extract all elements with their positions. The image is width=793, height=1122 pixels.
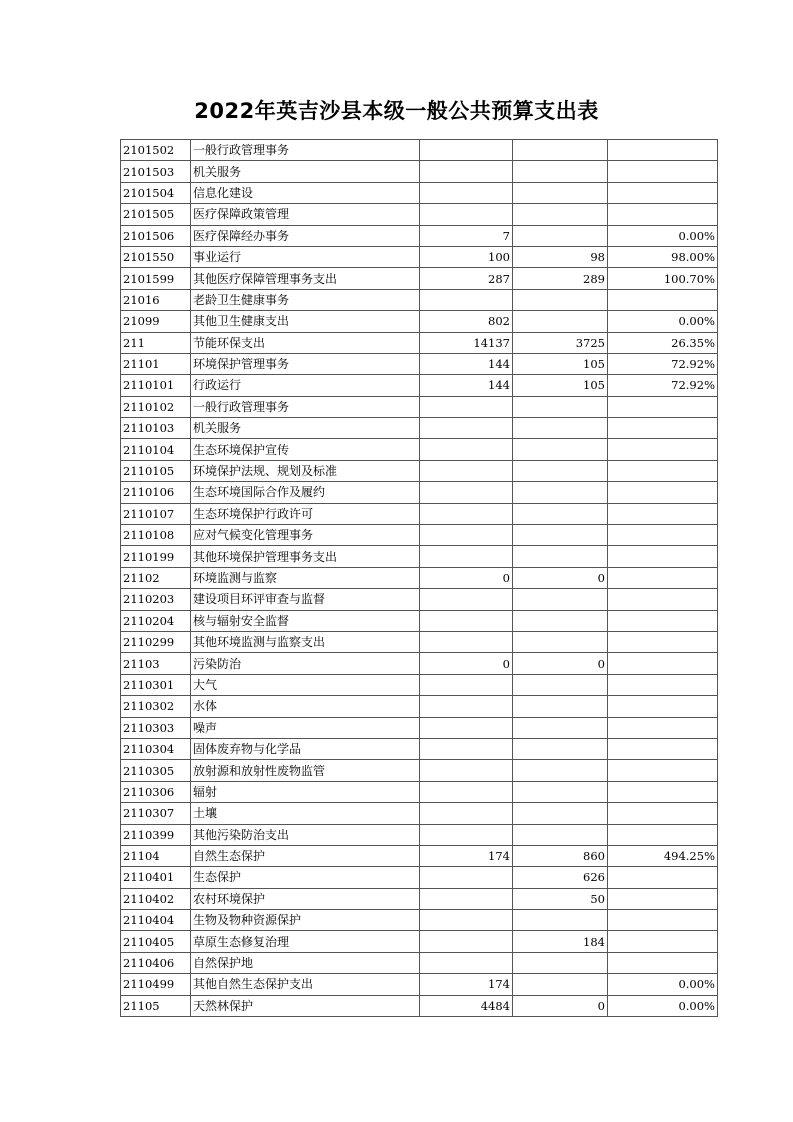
row-name: 自然生态保护 bbox=[191, 845, 420, 866]
row-budget-value bbox=[420, 140, 513, 161]
row-name: 机关服务 bbox=[191, 418, 420, 439]
row-percent bbox=[608, 589, 718, 610]
table-row bbox=[121, 995, 718, 1016]
row-code: 21099 bbox=[121, 311, 191, 332]
row-code: 2101550 bbox=[121, 246, 191, 267]
row-percent bbox=[608, 610, 718, 631]
row-name: 一般行政管理事务 bbox=[191, 396, 420, 417]
row-budget-value bbox=[420, 610, 513, 631]
row-name: 建设项目环评审查与监督 bbox=[191, 589, 420, 610]
row-percent bbox=[608, 546, 718, 567]
row-actual-value bbox=[513, 525, 608, 546]
table-row bbox=[121, 182, 718, 203]
row-code: 2101506 bbox=[121, 225, 191, 246]
row-actual-value: 50 bbox=[513, 888, 608, 909]
row-name: 草原生态修复治理 bbox=[191, 931, 420, 952]
row-code: 2110305 bbox=[121, 760, 191, 781]
row-actual-value: 98 bbox=[513, 246, 608, 267]
row-code: 21104 bbox=[121, 845, 191, 866]
table-row bbox=[121, 375, 718, 396]
row-budget-value bbox=[420, 867, 513, 888]
row-name: 水体 bbox=[191, 696, 420, 717]
row-budget-value: 100 bbox=[420, 246, 513, 267]
row-code: 21101 bbox=[121, 353, 191, 374]
row-budget-value: 287 bbox=[420, 268, 513, 289]
row-actual-value: 289 bbox=[513, 268, 608, 289]
row-budget-value bbox=[420, 803, 513, 824]
row-name: 自然保护地 bbox=[191, 952, 420, 973]
row-budget-value: 0 bbox=[420, 567, 513, 588]
row-percent bbox=[608, 631, 718, 652]
row-code: 2110102 bbox=[121, 396, 191, 417]
row-code: 2110301 bbox=[121, 674, 191, 695]
row-name: 其他环境监测与监察支出 bbox=[191, 631, 420, 652]
table-row bbox=[121, 674, 718, 695]
table-row bbox=[121, 653, 718, 674]
row-percent bbox=[608, 781, 718, 802]
row-name: 其他医疗保障管理事务支出 bbox=[191, 268, 420, 289]
row-percent bbox=[608, 717, 718, 738]
row-code: 21103 bbox=[121, 653, 191, 674]
row-budget-value bbox=[420, 888, 513, 909]
table-row bbox=[121, 888, 718, 909]
row-code: 2110404 bbox=[121, 910, 191, 931]
row-percent bbox=[608, 418, 718, 439]
row-actual-value bbox=[513, 161, 608, 182]
row-actual-value bbox=[513, 289, 608, 310]
row-percent bbox=[608, 931, 718, 952]
table-row bbox=[121, 289, 718, 310]
table-row bbox=[121, 204, 718, 225]
table-row bbox=[121, 546, 718, 567]
row-budget-value bbox=[420, 931, 513, 952]
row-actual-value bbox=[513, 182, 608, 203]
row-name: 环境保护法规、规划及标准 bbox=[191, 460, 420, 481]
row-code: 2101599 bbox=[121, 268, 191, 289]
row-name: 一般行政管理事务 bbox=[191, 140, 420, 161]
row-name: 信息化建设 bbox=[191, 182, 420, 203]
table-row bbox=[121, 931, 718, 952]
row-code: 2110107 bbox=[121, 503, 191, 524]
row-budget-value: 174 bbox=[420, 974, 513, 995]
table-row bbox=[121, 140, 718, 161]
table-row bbox=[121, 246, 718, 267]
row-percent bbox=[608, 888, 718, 909]
row-budget-value bbox=[420, 824, 513, 845]
row-name: 放射源和放射性废物监管 bbox=[191, 760, 420, 781]
row-code: 2110105 bbox=[121, 460, 191, 481]
row-code: 2110399 bbox=[121, 824, 191, 845]
row-percent: 0.00% bbox=[608, 995, 718, 1016]
row-code: 2101503 bbox=[121, 161, 191, 182]
row-percent bbox=[608, 696, 718, 717]
row-code: 2110302 bbox=[121, 696, 191, 717]
row-actual-value bbox=[513, 589, 608, 610]
row-percent bbox=[608, 567, 718, 588]
row-code: 2110104 bbox=[121, 439, 191, 460]
row-actual-value: 3725 bbox=[513, 332, 608, 353]
row-name: 固体废弃物与化学品 bbox=[191, 738, 420, 759]
table-row bbox=[121, 717, 718, 738]
table-row bbox=[121, 738, 718, 759]
row-actual-value: 626 bbox=[513, 867, 608, 888]
row-name: 事业运行 bbox=[191, 246, 420, 267]
row-percent: 72.92% bbox=[608, 375, 718, 396]
row-code: 21016 bbox=[121, 289, 191, 310]
row-budget-value: 14137 bbox=[420, 332, 513, 353]
row-actual-value bbox=[513, 674, 608, 695]
row-code: 2110306 bbox=[121, 781, 191, 802]
row-budget-value bbox=[420, 781, 513, 802]
row-code: 21105 bbox=[121, 995, 191, 1016]
row-name: 生态环境保护行政许可 bbox=[191, 503, 420, 524]
row-name: 核与辐射安全监督 bbox=[191, 610, 420, 631]
row-name: 噪声 bbox=[191, 717, 420, 738]
row-name: 应对气候变化管理事务 bbox=[191, 525, 420, 546]
row-budget-value bbox=[420, 738, 513, 759]
row-name: 污染防治 bbox=[191, 653, 420, 674]
row-name: 环境监测与监察 bbox=[191, 567, 420, 588]
row-actual-value bbox=[513, 781, 608, 802]
row-actual-value: 860 bbox=[513, 845, 608, 866]
row-budget-value bbox=[420, 760, 513, 781]
row-percent bbox=[608, 439, 718, 460]
row-percent bbox=[608, 738, 718, 759]
table-row bbox=[121, 503, 718, 524]
row-actual-value bbox=[513, 503, 608, 524]
row-name: 医疗保障政策管理 bbox=[191, 204, 420, 225]
row-budget-value bbox=[420, 674, 513, 695]
row-actual-value: 0 bbox=[513, 567, 608, 588]
table-row bbox=[121, 311, 718, 332]
row-budget-value bbox=[420, 546, 513, 567]
row-budget-value bbox=[420, 289, 513, 310]
row-code: 2110307 bbox=[121, 803, 191, 824]
row-budget-value: 802 bbox=[420, 311, 513, 332]
row-name: 机关服务 bbox=[191, 161, 420, 182]
row-budget-value bbox=[420, 418, 513, 439]
row-code: 2110106 bbox=[121, 482, 191, 503]
table-row bbox=[121, 225, 718, 246]
row-percent: 0.00% bbox=[608, 225, 718, 246]
row-actual-value bbox=[513, 482, 608, 503]
row-actual-value bbox=[513, 610, 608, 631]
row-budget-value: 7 bbox=[420, 225, 513, 246]
row-percent bbox=[608, 760, 718, 781]
row-name: 老龄卫生健康事务 bbox=[191, 289, 420, 310]
row-actual-value bbox=[513, 140, 608, 161]
table-row bbox=[121, 803, 718, 824]
row-actual-value bbox=[513, 910, 608, 931]
table-row bbox=[121, 353, 718, 374]
budget-table bbox=[120, 139, 718, 1017]
table-row bbox=[121, 589, 718, 610]
row-name: 其他污染防治支出 bbox=[191, 824, 420, 845]
table-row bbox=[121, 396, 718, 417]
row-name: 生态保护 bbox=[191, 867, 420, 888]
table-row bbox=[121, 460, 718, 481]
row-actual-value bbox=[513, 460, 608, 481]
table-row bbox=[121, 845, 718, 866]
table-row bbox=[121, 268, 718, 289]
row-name: 生态环境国际合作及履约 bbox=[191, 482, 420, 503]
row-budget-value: 174 bbox=[420, 845, 513, 866]
row-budget-value bbox=[420, 439, 513, 460]
row-actual-value bbox=[513, 696, 608, 717]
row-budget-value: 0 bbox=[420, 653, 513, 674]
row-budget-value bbox=[420, 482, 513, 503]
row-actual-value: 0 bbox=[513, 995, 608, 1016]
row-percent bbox=[608, 674, 718, 695]
row-percent bbox=[608, 460, 718, 481]
table-row bbox=[121, 482, 718, 503]
row-actual-value: 105 bbox=[513, 375, 608, 396]
row-budget-value: 4484 bbox=[420, 995, 513, 1016]
row-budget-value bbox=[420, 460, 513, 481]
row-percent bbox=[608, 910, 718, 931]
row-actual-value bbox=[513, 225, 608, 246]
row-percent bbox=[608, 482, 718, 503]
row-actual-value bbox=[513, 396, 608, 417]
row-budget-value bbox=[420, 396, 513, 417]
table-row bbox=[121, 161, 718, 182]
row-actual-value bbox=[513, 974, 608, 995]
row-budget-value: 144 bbox=[420, 375, 513, 396]
row-name: 其他自然生态保护支出 bbox=[191, 974, 420, 995]
table-row bbox=[121, 332, 718, 353]
row-name: 环境保护管理事务 bbox=[191, 353, 420, 374]
row-actual-value: 0 bbox=[513, 653, 608, 674]
row-code: 2110405 bbox=[121, 931, 191, 952]
row-name: 医疗保障经办事务 bbox=[191, 225, 420, 246]
row-name: 其他环境保护管理事务支出 bbox=[191, 546, 420, 567]
table-row bbox=[121, 974, 718, 995]
row-actual-value bbox=[513, 311, 608, 332]
row-actual-value bbox=[513, 418, 608, 439]
row-budget-value bbox=[420, 503, 513, 524]
row-code: 211 bbox=[121, 332, 191, 353]
row-percent: 98.00% bbox=[608, 246, 718, 267]
row-code: 2110401 bbox=[121, 867, 191, 888]
row-actual-value bbox=[513, 738, 608, 759]
row-name: 土壤 bbox=[191, 803, 420, 824]
row-percent: 494.25% bbox=[608, 845, 718, 866]
table-row bbox=[121, 760, 718, 781]
row-budget-value bbox=[420, 589, 513, 610]
row-code: 2110499 bbox=[121, 974, 191, 995]
table-row bbox=[121, 631, 718, 652]
row-actual-value bbox=[513, 546, 608, 567]
row-name: 辐射 bbox=[191, 781, 420, 802]
table-row bbox=[121, 952, 718, 973]
row-percent bbox=[608, 140, 718, 161]
row-budget-value bbox=[420, 182, 513, 203]
table-row bbox=[121, 781, 718, 802]
row-budget-value bbox=[420, 952, 513, 973]
row-budget-value bbox=[420, 161, 513, 182]
row-percent bbox=[608, 824, 718, 845]
row-percent bbox=[608, 503, 718, 524]
table-row bbox=[121, 418, 718, 439]
row-budget-value bbox=[420, 525, 513, 546]
row-code: 2110101 bbox=[121, 375, 191, 396]
row-percent bbox=[608, 525, 718, 546]
row-code: 21102 bbox=[121, 567, 191, 588]
row-name: 农村环境保护 bbox=[191, 888, 420, 909]
row-percent bbox=[608, 182, 718, 203]
row-percent bbox=[608, 952, 718, 973]
row-code: 2110303 bbox=[121, 717, 191, 738]
table-row bbox=[121, 910, 718, 931]
table-row bbox=[121, 610, 718, 631]
row-name: 其他卫生健康支出 bbox=[191, 311, 420, 332]
table-row bbox=[121, 867, 718, 888]
row-budget-value bbox=[420, 717, 513, 738]
row-name: 生物及物种资源保护 bbox=[191, 910, 420, 931]
row-percent bbox=[608, 396, 718, 417]
row-actual-value bbox=[513, 439, 608, 460]
row-code: 2101502 bbox=[121, 140, 191, 161]
row-percent bbox=[608, 867, 718, 888]
table-row bbox=[121, 824, 718, 845]
row-name: 生态环境保护宣传 bbox=[191, 439, 420, 460]
row-code: 2110204 bbox=[121, 610, 191, 631]
row-actual-value: 105 bbox=[513, 353, 608, 374]
row-code: 2110203 bbox=[121, 589, 191, 610]
table-row bbox=[121, 439, 718, 460]
row-code: 2101505 bbox=[121, 204, 191, 225]
row-name: 大气 bbox=[191, 674, 420, 695]
table-row bbox=[121, 567, 718, 588]
row-percent bbox=[608, 161, 718, 182]
row-code: 2110402 bbox=[121, 888, 191, 909]
row-percent: 26.35% bbox=[608, 332, 718, 353]
row-actual-value bbox=[513, 824, 608, 845]
row-code: 2110103 bbox=[121, 418, 191, 439]
row-code: 2101504 bbox=[121, 182, 191, 203]
row-name: 行政运行 bbox=[191, 375, 420, 396]
row-code: 2110304 bbox=[121, 738, 191, 759]
page-title: 2022年英吉沙县本级一般公共预算支出表 bbox=[194, 99, 599, 123]
row-code: 2110299 bbox=[121, 631, 191, 652]
row-budget-value: 144 bbox=[420, 353, 513, 374]
row-percent bbox=[608, 803, 718, 824]
row-budget-value bbox=[420, 204, 513, 225]
row-name: 天然林保护 bbox=[191, 995, 420, 1016]
row-code: 2110108 bbox=[121, 525, 191, 546]
table-row bbox=[121, 696, 718, 717]
row-percent: 0.00% bbox=[608, 311, 718, 332]
row-actual-value bbox=[513, 952, 608, 973]
row-percent: 100.70% bbox=[608, 268, 718, 289]
row-percent: 72.92% bbox=[608, 353, 718, 374]
row-actual-value bbox=[513, 760, 608, 781]
row-actual-value bbox=[513, 631, 608, 652]
row-percent: 0.00% bbox=[608, 974, 718, 995]
row-budget-value bbox=[420, 631, 513, 652]
row-percent bbox=[608, 289, 718, 310]
row-budget-value bbox=[420, 910, 513, 931]
row-code: 2110406 bbox=[121, 952, 191, 973]
row-actual-value: 184 bbox=[513, 931, 608, 952]
row-percent bbox=[608, 653, 718, 674]
row-actual-value bbox=[513, 803, 608, 824]
row-code: 2110199 bbox=[121, 546, 191, 567]
budget-table-body bbox=[121, 140, 718, 1017]
row-name: 节能环保支出 bbox=[191, 332, 420, 353]
row-budget-value bbox=[420, 696, 513, 717]
table-row bbox=[121, 525, 718, 546]
row-actual-value bbox=[513, 204, 608, 225]
row-actual-value bbox=[513, 717, 608, 738]
row-percent bbox=[608, 204, 718, 225]
